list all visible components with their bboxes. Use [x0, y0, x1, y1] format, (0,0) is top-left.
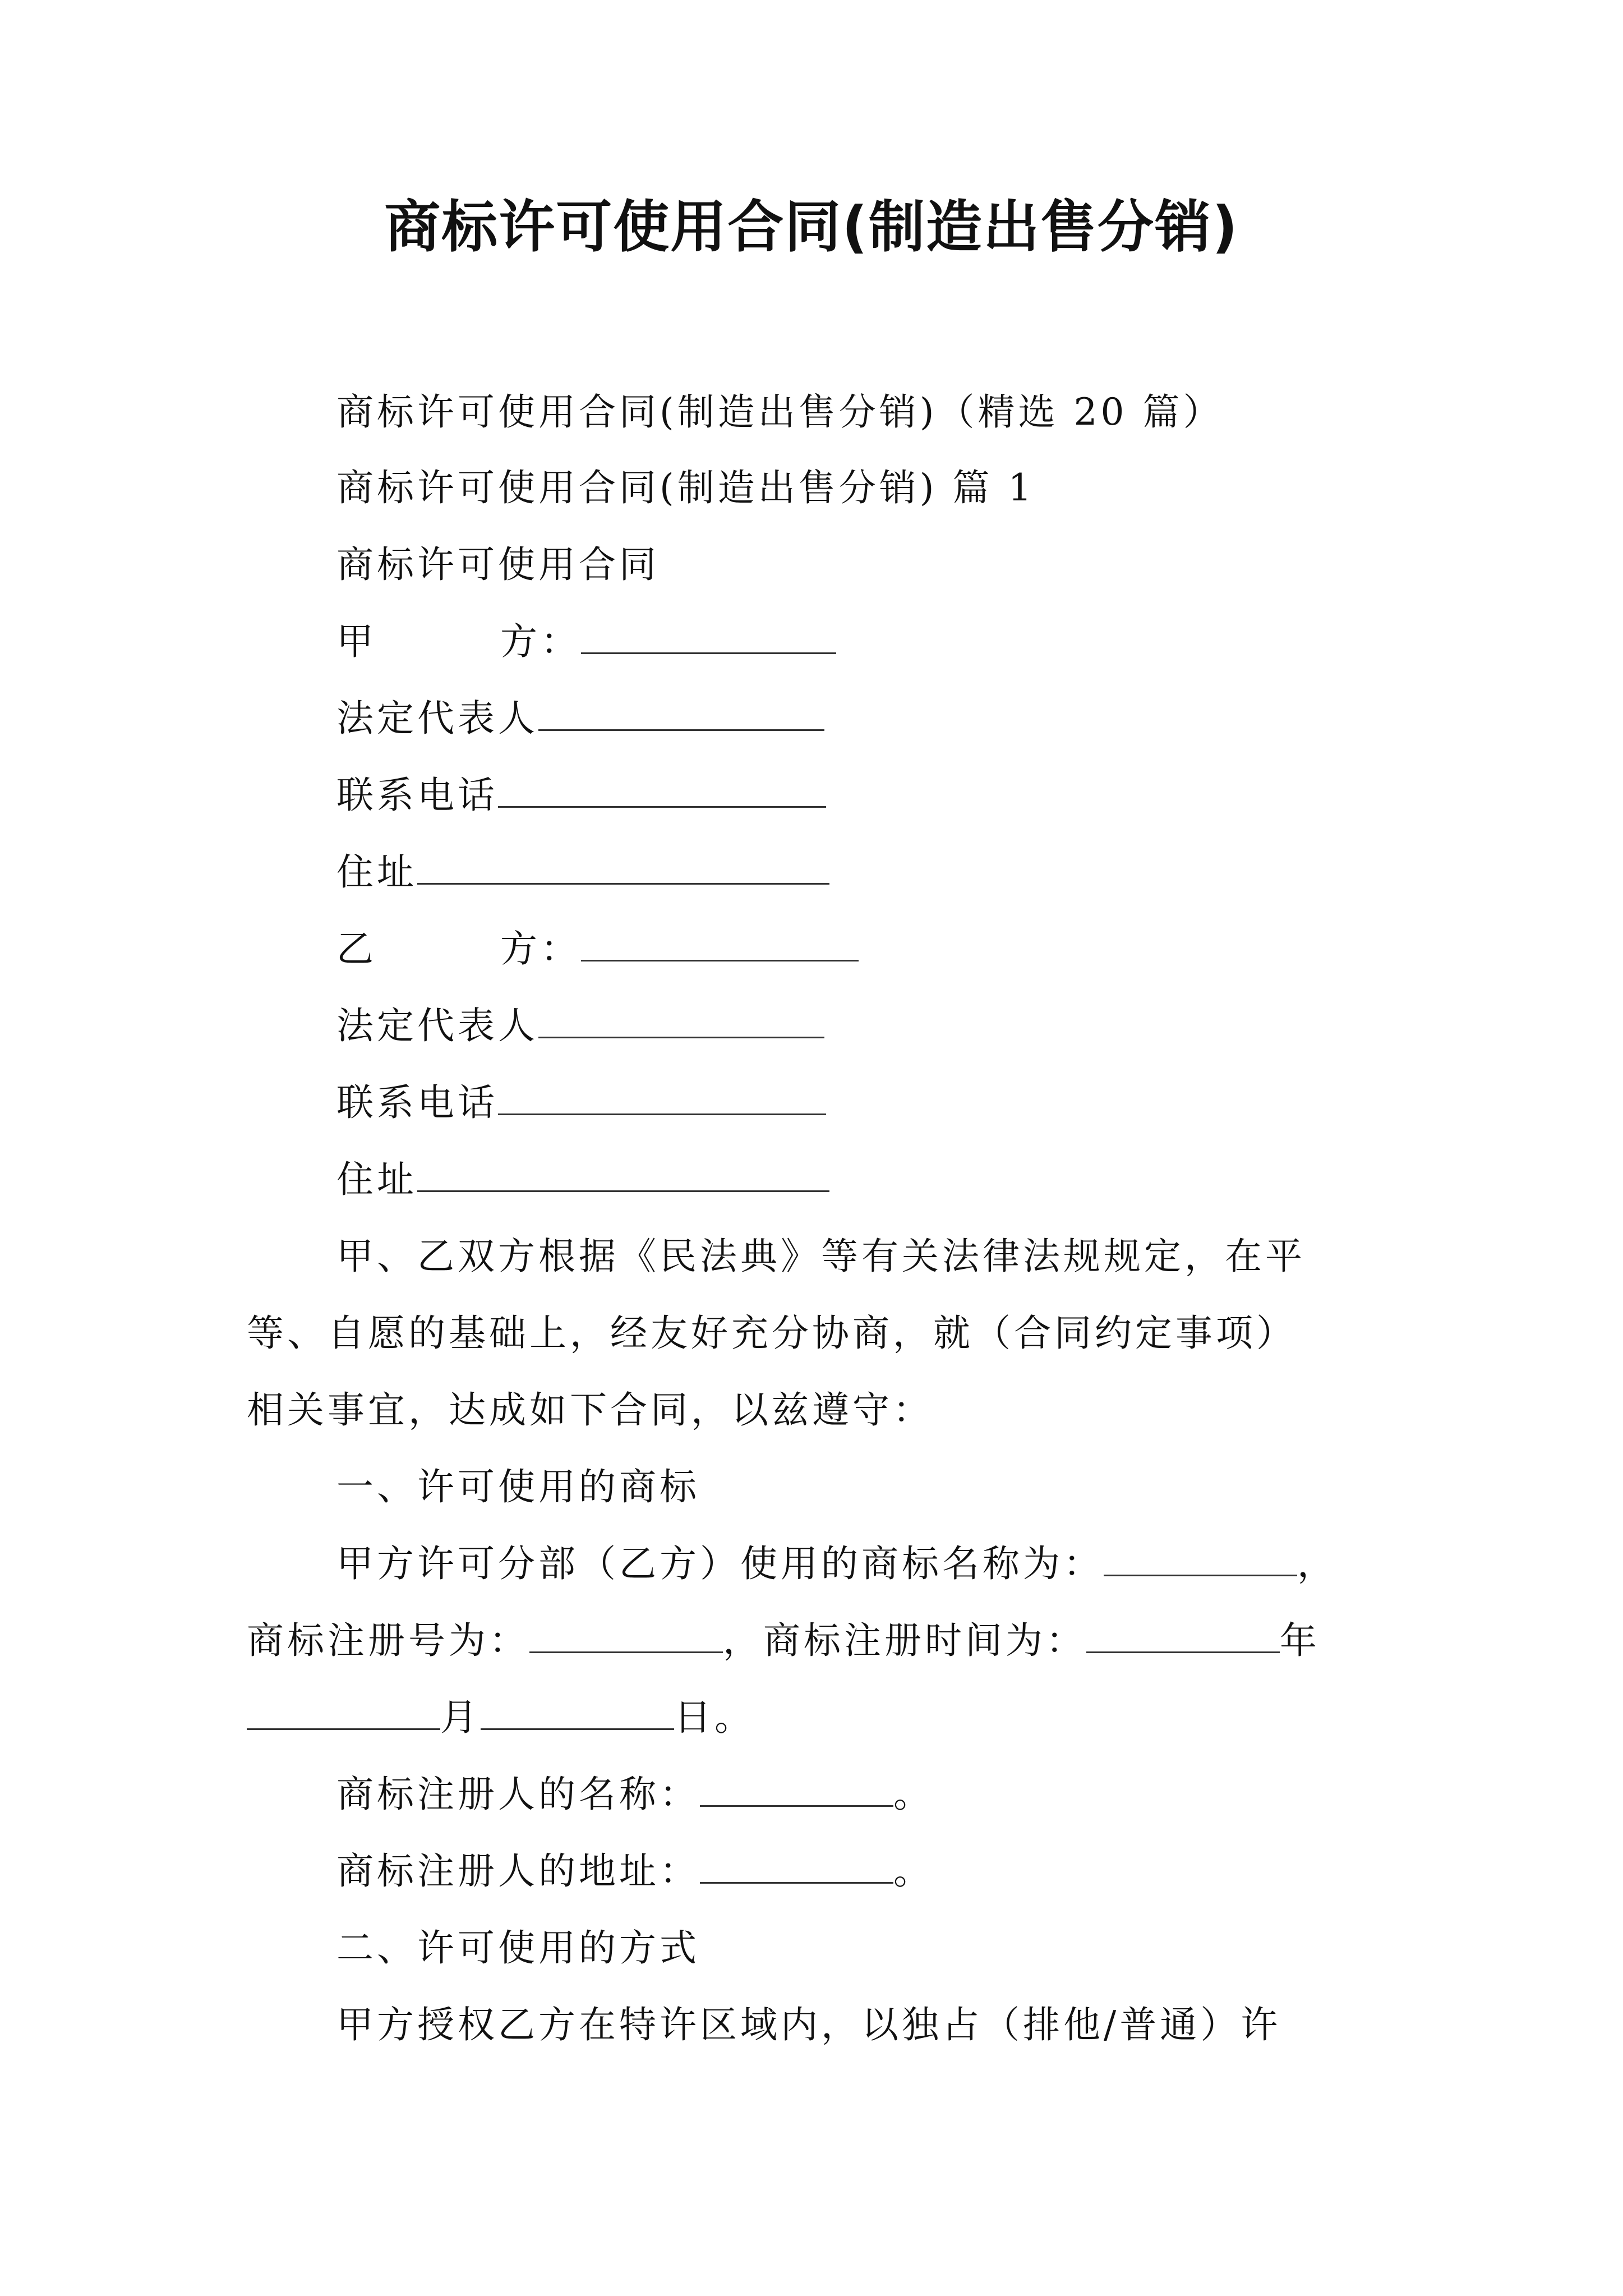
registration-field — [247, 1616, 1320, 1666]
party-b-rep-label: 法定代表人 — [336, 1004, 538, 1047]
party-a-address-field — [336, 847, 829, 898]
registration-day-blank[interactable] — [481, 1694, 674, 1730]
registrant-address-period: 。 — [893, 1849, 934, 1893]
party-b-field — [336, 924, 859, 974]
registrant-name-blank[interactable] — [700, 1770, 893, 1807]
party-a-rep-blank[interactable] — [538, 694, 824, 731]
registrant-address-field — [336, 1846, 934, 1897]
year-label: 年 — [1280, 1619, 1320, 1662]
party-a-address-blank[interactable] — [417, 848, 829, 885]
trademark-name-comma: ， — [1297, 1542, 1338, 1585]
party-a-phone-label: 联系电话 — [336, 774, 498, 817]
party-b-address-label: 住址 — [336, 1158, 417, 1201]
registration-year-blank[interactable] — [1086, 1617, 1280, 1653]
subtitle-selection: 商标许可使用合同(制造出售分销)（精选 20 篇） — [336, 390, 1224, 434]
document-title: 商标许可使用合同(制造出售分销) — [384, 194, 1239, 260]
trademark-name-label: 甲方许可分部（乙方）使用的商标名称为： — [336, 1542, 1104, 1585]
party-a-blank[interactable] — [581, 618, 836, 654]
party-b-colon-label: 方： — [500, 927, 581, 970]
party-b-blank[interactable] — [581, 925, 859, 961]
registration-number-label: 商标注册号为： — [247, 1619, 529, 1662]
registrant-address-blank[interactable] — [700, 1847, 893, 1884]
party-a-colon-label: 方： — [500, 620, 581, 663]
party-b-address-blank[interactable] — [417, 1156, 829, 1192]
party-b-address-field — [336, 1154, 829, 1205]
registrant-name-period: 。 — [893, 1773, 934, 1816]
section-2-heading: 二、许可使用的方式 — [336, 1926, 700, 1970]
contract-name: 商标许可使用合同 — [336, 543, 660, 586]
party-a-field — [336, 616, 836, 667]
intro-line-1: 甲、乙双方根据《民法典》等有关法律法规规定，在平 — [336, 1235, 1306, 1278]
month-label: 月 — [440, 1696, 481, 1739]
registration-number-blank[interactable] — [529, 1617, 723, 1653]
party-b-rep-field — [336, 1001, 824, 1051]
party-a-rep-label: 法定代表人 — [336, 697, 538, 740]
registration-month-blank[interactable] — [247, 1694, 440, 1730]
party-b-label: 乙 — [336, 927, 377, 970]
party-a-rep-field — [336, 693, 824, 744]
registrant-address-label: 商标注册人的地址： — [336, 1849, 700, 1893]
party-a-phone-blank[interactable] — [498, 771, 826, 808]
party-b-phone-label: 联系电话 — [336, 1081, 498, 1124]
registrant-name-field — [336, 1769, 934, 1820]
trademark-name-field — [336, 1539, 1338, 1589]
section-1-heading: 一、许可使用的商标 — [336, 1465, 700, 1508]
party-b-phone-blank[interactable] — [498, 1079, 826, 1115]
party-b-phone-field — [336, 1078, 826, 1128]
subtitle-piece: 商标许可使用合同(制造出售分销) 篇 1 — [336, 466, 1035, 509]
day-label: 日。 — [674, 1696, 755, 1739]
party-a-label: 甲 — [336, 620, 377, 663]
registration-date-field — [247, 1692, 755, 1743]
intro-line-2: 等、自愿的基础上，经友好充分协商，就（合同约定事项） — [247, 1312, 1297, 1355]
party-b-rep-blank[interactable] — [538, 1002, 824, 1038]
trademark-name-blank[interactable] — [1104, 1540, 1297, 1576]
intro-line-3: 相关事宜，达成如下合同，以兹遵守： — [247, 1388, 933, 1432]
registration-time-label: ，商标注册时间为： — [723, 1619, 1086, 1662]
party-a-phone-field — [336, 770, 826, 821]
party-a-address-label: 住址 — [336, 850, 417, 894]
registrant-name-label: 商标注册人的名称： — [336, 1773, 700, 1816]
section-2-line-1: 甲方授权乙方在特许区域内，以独占（排他/普通）许 — [336, 2003, 1281, 2046]
